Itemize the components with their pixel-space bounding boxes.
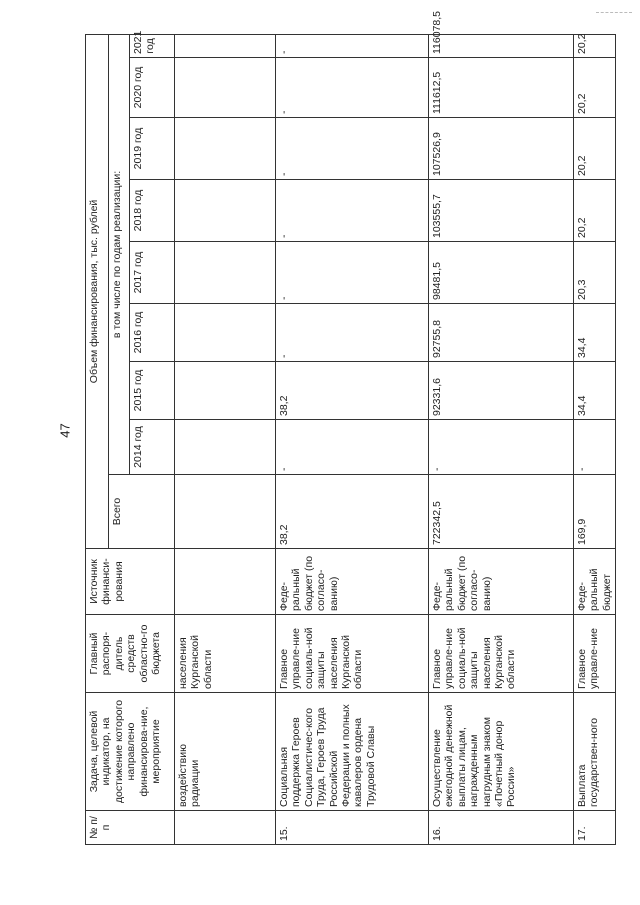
cell-year: - bbox=[276, 34, 429, 57]
table-row bbox=[574, 34, 616, 844]
cell-year bbox=[175, 34, 276, 57]
cell-year bbox=[175, 420, 276, 475]
cell-year: - bbox=[276, 420, 429, 475]
cell-total: 38,2 bbox=[276, 475, 429, 549]
cell-year: - bbox=[276, 304, 429, 362]
cell-year bbox=[175, 118, 276, 180]
cell-year: - bbox=[276, 58, 429, 118]
cell-year: 111612,5 bbox=[429, 58, 574, 118]
scan-edge-mark bbox=[596, 12, 632, 14]
header-task: Задача, целевой индикатор, на достижение которого направлено финансирова-ние, мероприятие bbox=[86, 693, 175, 811]
cell-total bbox=[175, 475, 276, 549]
cell-source bbox=[175, 549, 276, 615]
cell-year: 20,2 bbox=[574, 180, 616, 242]
cell-year: 38,2 bbox=[276, 362, 429, 420]
cell-year: 20,2 bbox=[574, 34, 616, 57]
cell-year: - bbox=[276, 180, 429, 242]
cell-year: 103555,7 bbox=[429, 180, 574, 242]
cell-task: Осуществление ежегодной денежной выплаты лицам, награжденным нагрудным знаком «Почетный донор России» bbox=[429, 693, 574, 811]
cell-year: - bbox=[574, 420, 616, 475]
rotated-table-wrapper bbox=[85, 10, 613, 845]
cell-source: Феде-ральный бюджет (по согласо-ванию) bbox=[429, 549, 574, 615]
cell-year: 20,2 bbox=[574, 118, 616, 180]
cell-year: - bbox=[276, 242, 429, 304]
cell-year bbox=[175, 180, 276, 242]
cell-year: 92331,6 bbox=[429, 362, 574, 420]
header-year: 2016 год bbox=[130, 304, 175, 362]
cell-no: 15. bbox=[276, 811, 429, 845]
cell-year: - bbox=[276, 118, 429, 180]
cell-manager: Главное управле-ние социаль-ной защиты населения Курганской области bbox=[276, 615, 429, 693]
cell-total: 722342,5 bbox=[429, 475, 574, 549]
header-source: Источник финанси-рования bbox=[86, 549, 175, 615]
cell-manager: Главное управле-ние социаль-ной защиты населения Курганской области bbox=[429, 615, 574, 693]
cell-year: - bbox=[429, 420, 574, 475]
page-number: 47 bbox=[57, 423, 73, 438]
cell-year: 98481,5 bbox=[429, 242, 574, 304]
cell-source: Феде-ральный бюджет (по согласо-ванию) bbox=[276, 549, 429, 615]
header-year: 2014 год bbox=[130, 420, 175, 475]
header-manager: Главный распоря-дитель средств областно-го бюджета bbox=[86, 615, 175, 693]
header-year: 2015 год bbox=[130, 362, 175, 420]
header-by-year: в том числе по годам реализации: bbox=[109, 34, 130, 474]
financing-table bbox=[85, 10, 616, 845]
cell-no: 17. bbox=[574, 811, 616, 845]
cell-year bbox=[175, 242, 276, 304]
header-year: 2017 год bbox=[130, 242, 175, 304]
table-row bbox=[175, 34, 276, 844]
cell-task: воздействию радиации bbox=[175, 693, 276, 811]
cell-total: 169,9 bbox=[574, 475, 616, 549]
cell-source: Феде-ральный бюджет bbox=[574, 549, 616, 615]
cell-year bbox=[175, 304, 276, 362]
cell-task: Социальная поддержка Героев Социалистичес-кого Труда, Героев Труда Российской Федерации и полных кавалеров ордена Трудовой Славы bbox=[276, 693, 429, 811]
cell-year: 107526,9 bbox=[429, 118, 574, 180]
cell-year: 34,4 bbox=[574, 362, 616, 420]
cell-year: 116078,5 bbox=[429, 34, 574, 57]
header-no: № п/п bbox=[86, 811, 175, 845]
header-year: 2018 год bbox=[130, 180, 175, 242]
cell-year bbox=[175, 362, 276, 420]
header-total: Всего bbox=[109, 475, 175, 549]
header-year: 2019 год bbox=[130, 118, 175, 180]
cell-year: 20,3 bbox=[574, 242, 616, 304]
table-row bbox=[429, 34, 574, 844]
cell-manager: населения Курганской области bbox=[175, 615, 276, 693]
table-row bbox=[276, 34, 429, 844]
header-year: 2020 год bbox=[130, 58, 175, 118]
cell-task: Выплата государствен-ного bbox=[574, 693, 616, 811]
header-volume: Объем финансирования, тыс. рублей bbox=[86, 34, 109, 548]
cell-manager: Главное управле-ние bbox=[574, 615, 616, 693]
cell-year: 20,2 bbox=[574, 58, 616, 118]
cell-year bbox=[175, 58, 276, 118]
cell-no bbox=[175, 811, 276, 845]
cell-no: 16. bbox=[429, 811, 574, 845]
header-year: 2021 год bbox=[130, 34, 175, 57]
cell-year: 34,4 bbox=[574, 304, 616, 362]
cell-year: 92755,8 bbox=[429, 304, 574, 362]
